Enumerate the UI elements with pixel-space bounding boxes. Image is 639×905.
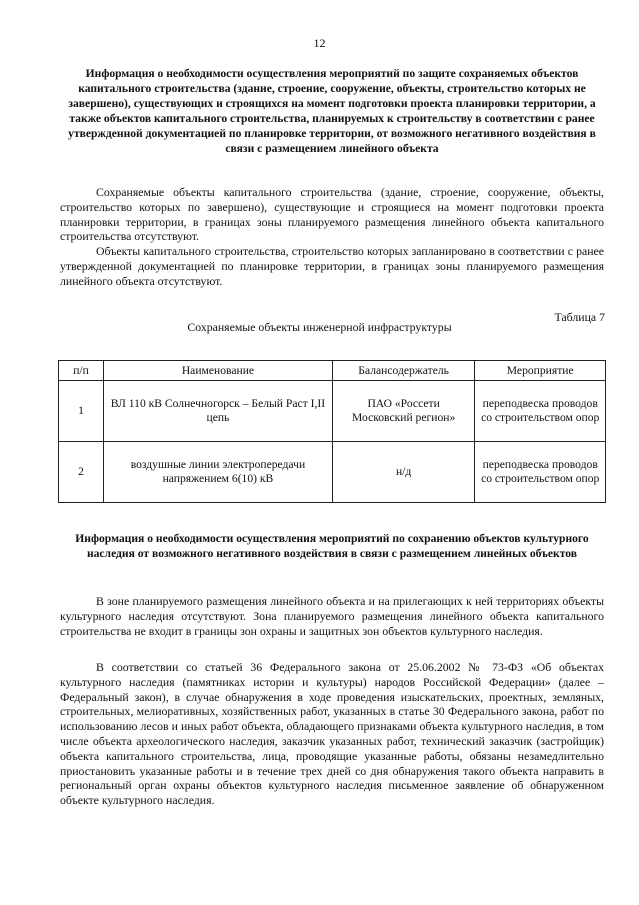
header-owner: Балансодержатель <box>332 361 475 381</box>
section1-paragraph-1: Сохраняемые объекты капитального строительства (здание, строение, сооружение, объекты, строительство которых по завершено), существующие и строящиеся на момент подготовки проекта планировки территории, в границах зоны планируемого размещения линейного объекта капитального строительства отсутствуют. <box>60 185 604 244</box>
section2-heading: Информация о необходимости осуществления мероприятий по сохранению объектов культурного наследия от возможного негативного воздействия в связи с размещением линейных объектов <box>75 532 589 560</box>
page-number: 12 <box>313 36 326 50</box>
cell-number: 1 <box>59 381 104 442</box>
table-header-row <box>59 361 606 381</box>
section1-heading: Информация о необходимости осуществления мероприятий по защите сохраняемых объектов капитального строительства (здание, строение, сооружение, объекты, строительство которых не завершено), существующих и строящихся на момент подготовки проекта планировки территории, а также объектов капитального строительства, планируемых к строительству в соответствии с ранее утвержденной документацией по планировке территории, от возможного негативного воздействия в связи с размещением линейного объекта <box>68 67 596 155</box>
cell-measure: переподвеска проводов со строительством опор <box>475 381 606 442</box>
header-measure: Мероприятие <box>475 361 606 381</box>
table-row <box>59 381 606 442</box>
section1-paragraph-2: Объекты капитального строительства, строительство которых запланировано в соответствии с ранее утвержденной документацией по планировке территории, в границах зоны планируемого размещения линейного объекта отсутствуют. <box>60 244 604 288</box>
table-caption: Сохраняемые объекты инженерной инфраструктуры <box>187 320 452 334</box>
infrastructure-table <box>58 360 606 503</box>
section2-paragraph-1: В зоне планируемого размещения линейного объекта и на прилегающих к ней территориях объекты культурного наследия отсутствуют. Зона планируемого размещения линейного объекта капитального строительства не входит в границы зон охраны и защитных зон объектов культурного наследия. <box>60 594 604 638</box>
cell-name: ВЛ 110 кВ Солнечногорск – Белый Раст I,II цепь <box>104 381 333 442</box>
cell-owner: н/д <box>332 442 475 503</box>
table-label: Таблица 7 <box>554 310 605 324</box>
cell-number: 2 <box>59 442 104 503</box>
header-name: Наименование <box>104 361 333 381</box>
table-row <box>59 442 606 503</box>
section2-paragraph-2: В соответствии со статьей 36 Федерального закона от 25.06.2002 № 73-ФЗ «Об объектах культурного наследия (памятниках истории и культуры) народов Российской Федерации» (далее – Федеральный закон), в случае обнаружения в ходе проведения изыскательских, проектных, земляных, строительных, мелиоративных, хозяйственных работ, указанных в статье 30 Федерального закона, работ по использованию лесов и иных работ объекта, обладающего признаками объекта культурного наследия, в том числе объекта археологического наследия, заказчик указанных работ, технический заказчик (застройщик) объекта капитального строительства, лица, проводящие указанные работы, обязаны незамедлительно приостановить указанные работы и в течение трех дней со дня обнаружения такого объекта направить в региональный орган охраны объектов культурного наследия письменное заявление об обнаруженном объекте культурного наследия. <box>60 660 604 808</box>
cell-measure: переподвеска проводов со строительством опор <box>475 442 606 503</box>
cell-owner: ПАО «Россети Московский регион» <box>332 381 475 442</box>
header-number: п/п <box>59 361 104 381</box>
cell-name: воздушные линии электропередачи напряжением 6(10) кВ <box>104 442 333 503</box>
